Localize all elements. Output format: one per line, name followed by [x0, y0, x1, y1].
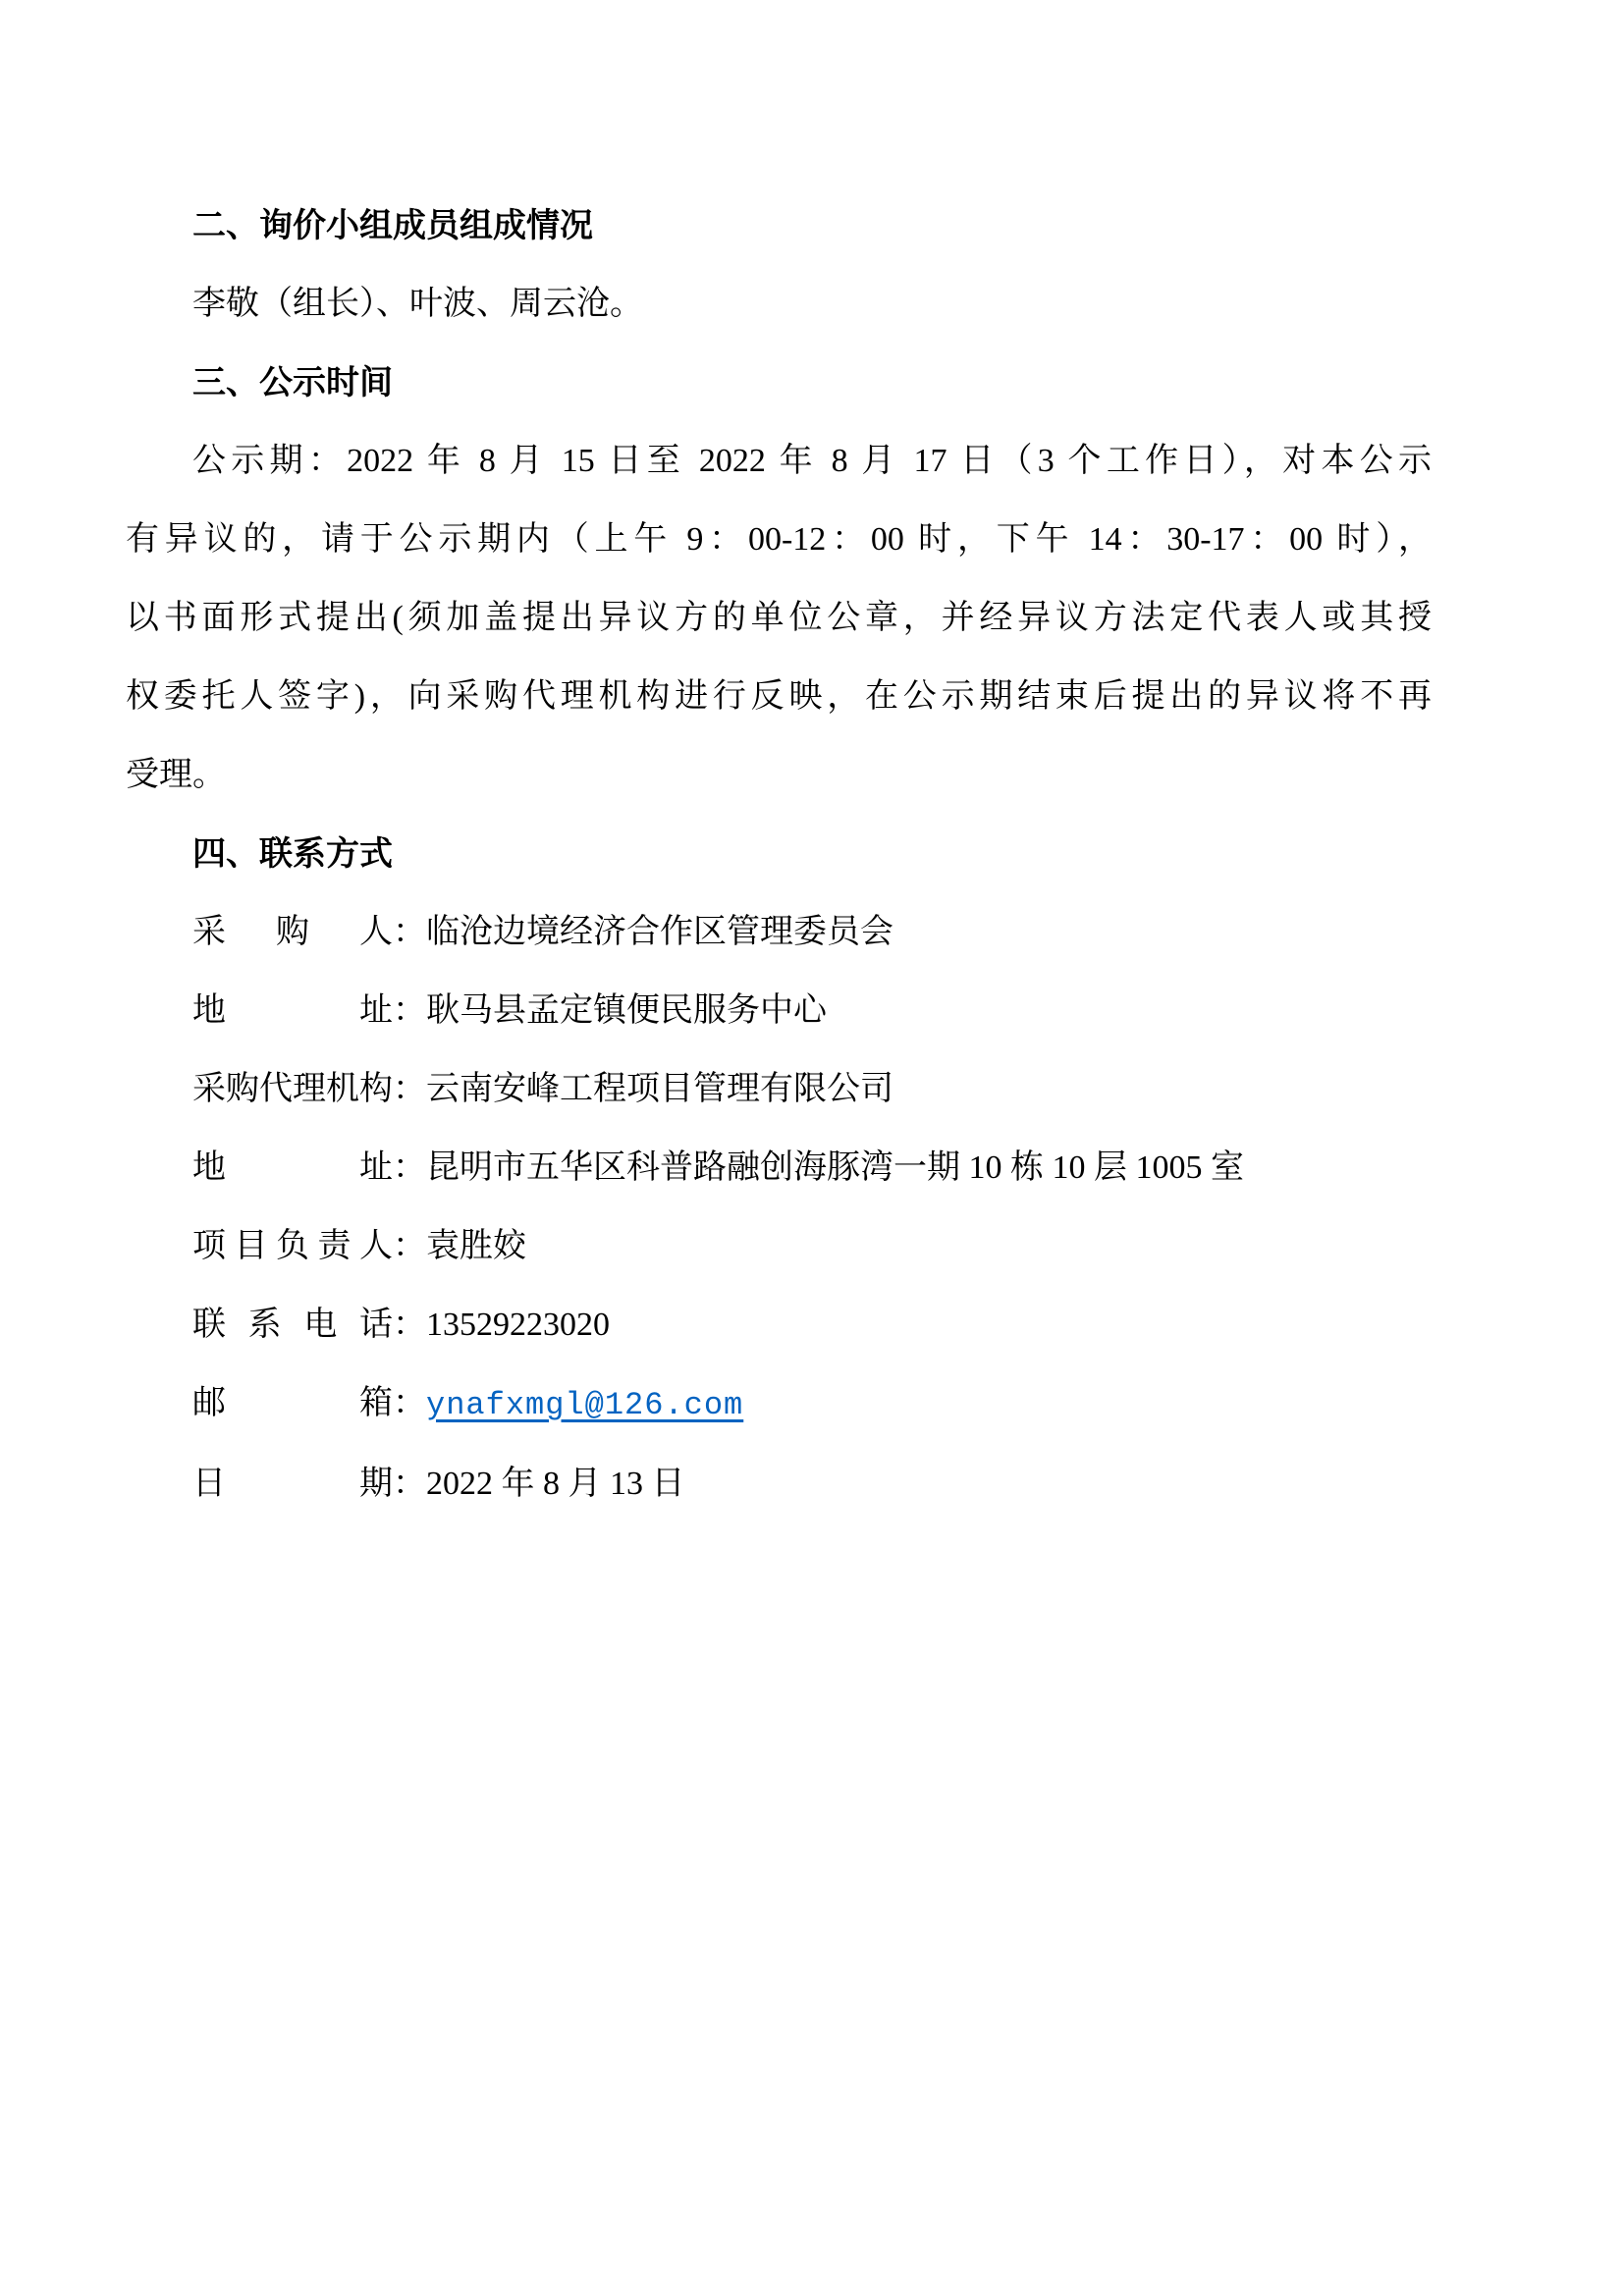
- contact-row-phone: [126, 1286, 1432, 1364]
- contact-label-buyer-address: 地址: [192, 992, 393, 1029]
- publicity-paragraph-line-1: 公示期：2022 年 8 月 15 日至 2022 年 8 月 17 日（3 个工作日），对本公示: [192, 443, 1432, 479]
- contact-row-date: [126, 1445, 1432, 1523]
- publicity-paragraph-line-3: 以书面形式提出(须加盖提出异议方的单位公章，并经异议方法定代表人或其授: [126, 600, 1432, 636]
- contact-value-buyer: 临沧边境经济合作区管理委员会: [426, 914, 893, 950]
- contact-label-date: 日期: [192, 1466, 393, 1502]
- contact-value-date: 2022 年 8 月 13 日: [426, 1466, 685, 1502]
- section-3-heading: 三、公示时间: [192, 364, 393, 401]
- contact-colon: ：: [393, 1228, 426, 1264]
- contact-colon: ：: [393, 1466, 426, 1502]
- publicity-paragraph-line-4: 权委托人签字)，向采购代理机构进行反映，在公示期结束后提出的异议将不再: [126, 678, 1432, 715]
- document-content: [126, 187, 1432, 1523]
- contact-colon: ：: [393, 992, 426, 1029]
- section-2-heading: 二、询价小组成员组成情况: [192, 207, 593, 244]
- contact-row-agency: [126, 1050, 1432, 1129]
- contact-label-agency-address: 地址: [192, 1149, 393, 1186]
- contact-value-phone: 13529223020: [426, 1307, 610, 1343]
- contact-value-agency-address: 昆明市五华区科普路融创海豚湾一期 10 栋 10 层 1005 室: [426, 1149, 1244, 1186]
- contact-colon: ：: [393, 1071, 426, 1107]
- contact-colon: ：: [393, 1385, 426, 1421]
- contact-row-agency-address: [126, 1129, 1432, 1207]
- contact-value-buyer-address: 耿马县孟定镇便民服务中心: [426, 992, 827, 1029]
- email-link[interactable]: ynafxmgl@126.com: [426, 1387, 744, 1423]
- contact-value-project-manager: 袁胜姣: [426, 1228, 526, 1264]
- contact-row-email: [126, 1364, 1432, 1445]
- inquiry-group-members: 李敬（组长）、叶波、周云沧。: [192, 286, 643, 322]
- contact-value-agency: 云南安峰工程项目管理有限公司: [426, 1071, 893, 1107]
- contact-label-phone: 联系电话: [192, 1307, 393, 1343]
- contact-label-email: 邮箱: [192, 1385, 393, 1421]
- contact-colon: ：: [393, 914, 426, 950]
- contact-label-project-manager: 项目负责人: [192, 1228, 393, 1264]
- contact-label-buyer: 采购人: [192, 914, 393, 950]
- contact-row-project-manager: [126, 1207, 1432, 1286]
- contact-row-buyer-address: [126, 972, 1432, 1050]
- contact-label-agency: 采购代理机构: [192, 1071, 393, 1107]
- publicity-paragraph-line-2: 有异议的，请于公示期内（上午 9：00-12：00 时，下午 14：30-17：00 时），: [126, 521, 1432, 558]
- contact-colon: ：: [393, 1149, 426, 1186]
- publicity-paragraph-line-5: 受理。: [126, 757, 226, 793]
- section-4-heading: 四、联系方式: [192, 835, 393, 873]
- contact-colon: ：: [393, 1307, 426, 1343]
- contact-row-buyer: [126, 893, 1432, 972]
